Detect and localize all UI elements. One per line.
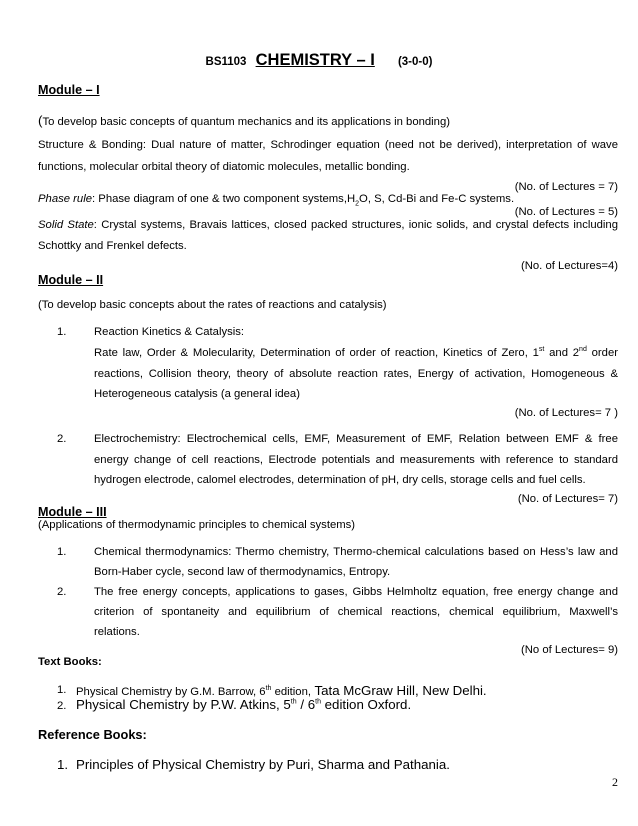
course-title-line <box>0 51 638 70</box>
course-title: CHEMISTRY – I <box>255 51 375 69</box>
module-2-objective: (To develop basic concepts about the rates of reactions and catalysis) <box>38 299 387 311</box>
reference-1-number: 1. <box>57 757 69 772</box>
module-1-heading: Module – I <box>38 83 100 97</box>
module-1-structure-line1: Structure & Bonding: Dual nature of matter, Schrodinger equation (need not be derived), interpretation of wave <box>38 139 618 151</box>
module-3-item-2-line1: The free energy concepts, applications to gases, Gibbs Helmholtz equation, free energy change and <box>94 586 618 598</box>
module-3-item-2-line2: criterion of spontaneity and equilibrium of chemical reactions, chemical equilibrium, Maxwell’s <box>94 606 618 618</box>
module-2-item-1-number: 1. <box>57 326 67 338</box>
reference-1: Principles of Physical Chemistry by Puri, Sharma and Pathania. <box>76 757 450 772</box>
module-2-item-1-line2: reactions, Collision theory, theory of absolute reaction rates, Energy of activation, Homogeneous & <box>94 368 618 380</box>
module-2-item-1-title: Reaction Kinetics & Catalysis: <box>94 326 245 338</box>
module-1-lectures-2: (No. of Lectures = 5) <box>514 206 618 218</box>
textbooks-heading: Text Books: <box>38 656 102 668</box>
textbook-2: Physical Chemistry by P.W. Atkins, 5th / 6th edition Oxford. <box>76 697 412 712</box>
module-1-objective: (To develop basic concepts of quantum mechanics and its applications in bonding) <box>38 113 451 128</box>
page-number: 2 <box>612 775 618 789</box>
textbook-1: Physical Chemistry by G.M. Barrow, 6th edition, Tata McGraw Hill, New Delhi. <box>76 683 487 698</box>
course-code: BS1103 <box>205 56 247 68</box>
module-2-item-2-line2: energy change of cell reactions, Electrode potentials and measurements with reference to standard <box>94 454 618 466</box>
module-1-lectures-3: (No. of Lectures=4) <box>520 260 618 272</box>
reference-books-heading: Reference Books: <box>38 727 147 742</box>
module-2-item-2-lectures: (No. of Lectures= 7) <box>517 493 618 505</box>
module-3-lectures: (No of Lectures= 9) <box>520 644 618 656</box>
course-ltp: (3-0-0) <box>397 56 433 68</box>
module-1-structure-line2: functions, molecular orbital theory of diatomic molecules, metallic bonding. <box>38 161 410 173</box>
module-3-objective: (Applications of thermodynamic principles to chemical systems) <box>38 519 356 531</box>
module-1-phase-rule: Phase rule: Phase diagram of one & two component $systems,H_2O$, S, Cd-Bi and Fe-C systems. <box>38 193 515 208</box>
module-2-heading: Module – II <box>38 273 104 287</box>
module-3-item-1-line1: Chemical thermodynamics: Thermo chemistry, Thermo-chemical calculations based on Hess’s law and <box>94 546 618 558</box>
module-1-lectures-1: (No. of Lectures = 7) <box>514 181 618 193</box>
module-3-item-2-number: 2. <box>57 586 67 598</box>
module-2-item-1-lectures: (No. of Lectures= 7 ) <box>514 407 618 419</box>
module-3-heading: Module – III <box>38 505 107 519</box>
module-3-item-1-number: 1. <box>57 546 67 558</box>
module-3-item-2-line3: relations. <box>94 626 140 638</box>
module-3-item-1-line2: Born-Haber cycle, second law of thermodynamics, Entropy. <box>94 566 391 578</box>
textbook-1-number: 1. <box>57 684 67 696</box>
textbook-2-number: 2. <box>57 700 67 712</box>
module-2-item-2-number: 2. <box>57 433 67 445</box>
module-2-item-1-line1: Rate law, Order & Molecularity, Determination of order of reaction, Kinetics of Zero, 1st and 2nd order <box>94 346 618 359</box>
module-2-item-2-line3: hydrogen electrode, calomel electrodes, determination of pH, dry cells, storage cells and fuel cells. <box>94 474 586 486</box>
module-1-solid-state: Solid State: Crystal systems, Bravais lattices, closed packed structures, ionic solids, and crystal defects including <box>38 219 618 231</box>
module-2-item-2-line1: Electrochemistry: Electrochemical cells, EMF, Measurement of EMF, Relation between EMF & free <box>94 433 618 445</box>
module-1-solid-state-line2: Schottky and Frenkel defects. <box>38 240 187 252</box>
module-2-item-1-line3: Heterogeneous catalysis (a general idea) <box>94 388 300 400</box>
